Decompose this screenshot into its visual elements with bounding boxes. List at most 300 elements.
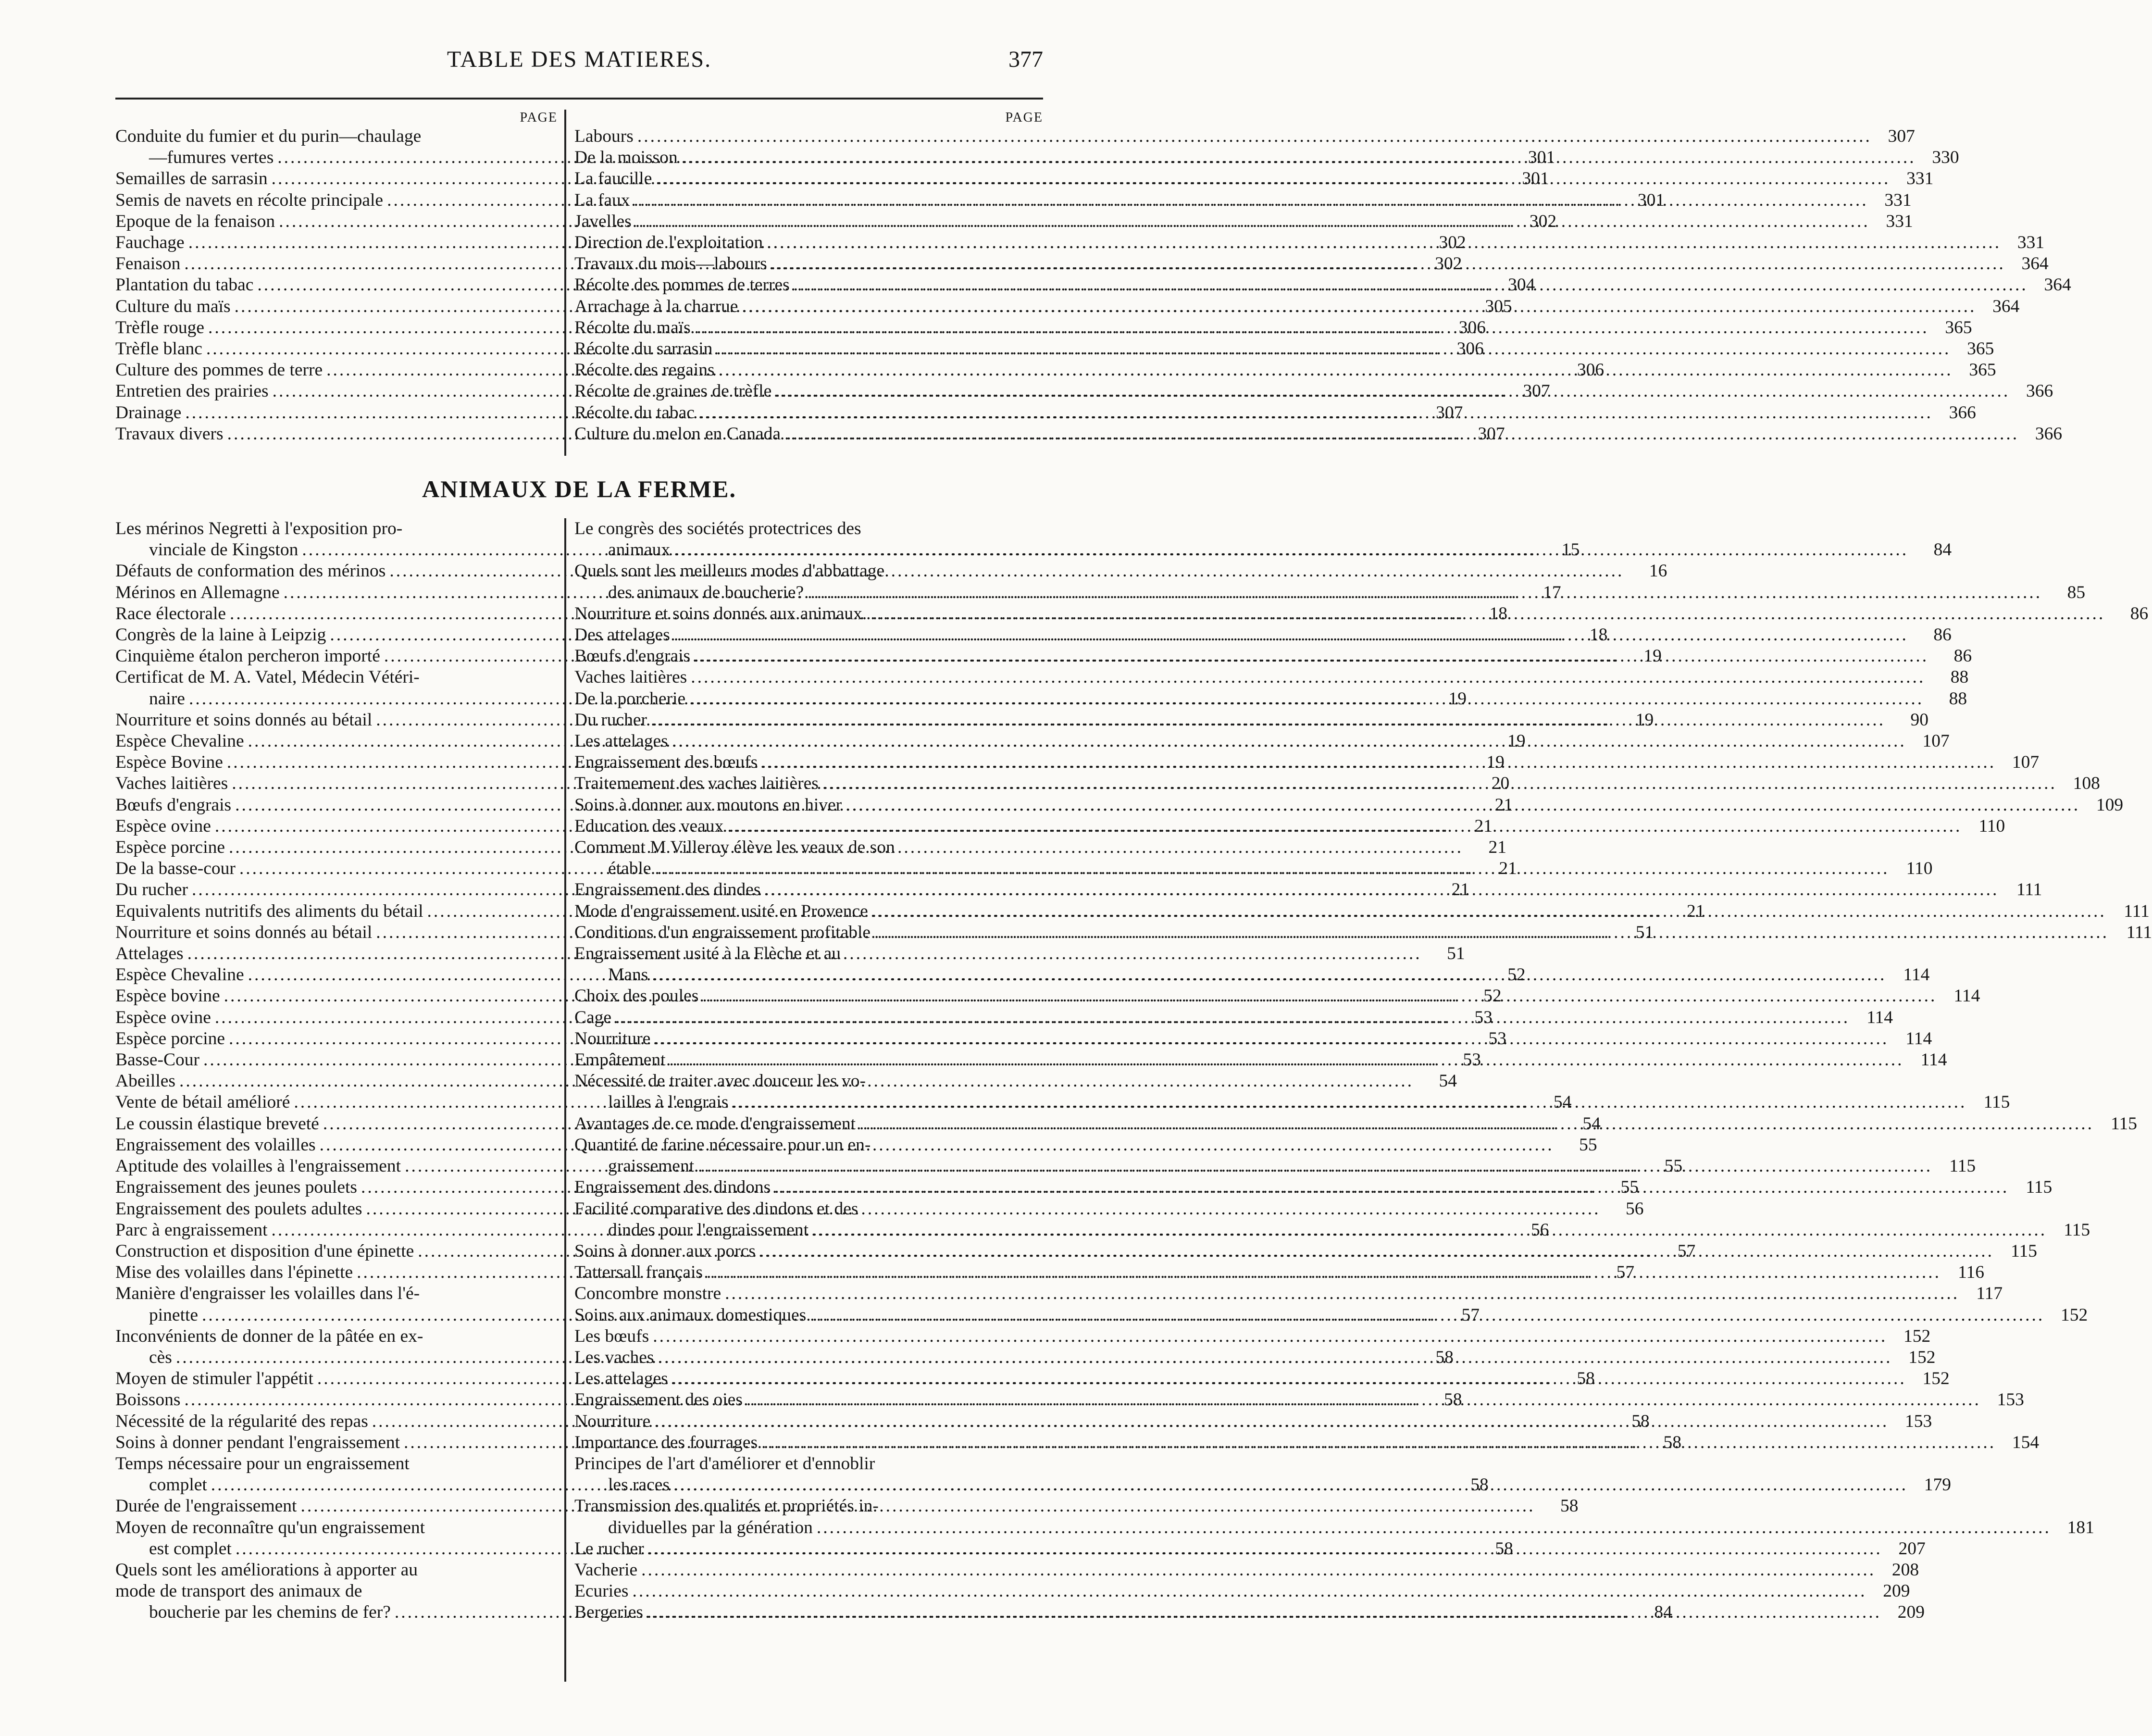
entry-title: Le rucher [574,1538,644,1559]
entry-title: Vente de bétail amélioré [115,1092,290,1112]
entry-page: 153 [1997,1390,2024,1410]
entry-title: Entretien des prairies [115,381,269,401]
dot-leader [654,1028,1889,1049]
entry-title: Nourriture et soins donnés aux animaux. [574,603,867,624]
entry-page: 21 [1451,880,1469,900]
entry-title: Epoque de la fenaison [115,211,275,231]
entry-page: 307 [1478,424,1505,444]
dot-leader [874,922,2109,943]
page-column-heading: PAGE [1005,110,1043,125]
entry-title: Mode d'engraissement usité en Provence [574,901,868,921]
entry-page: 58 [1470,1475,1489,1495]
entry-page: 114 [1953,986,1980,1006]
entry-title: Parc à engraissement [115,1220,268,1240]
toc-entry [115,1156,1683,1177]
dot-leader [632,1581,1866,1602]
entry-page: 301 [1637,190,1665,210]
dot-leader [742,296,1976,317]
entry-title-line: Comment M Villeroy élève les veaux de son [574,837,895,858]
entry-title: Nourriture et soins donnés au bétail [115,710,373,730]
entry-title-line: mode de transport des animaux de [115,1581,362,1601]
dot-leader [810,1305,2044,1326]
entry-title-end: lailles à l'engrais [608,1092,729,1112]
entry-title: Des attelages [574,625,670,645]
entry-title-end: étable [608,859,651,879]
entry-title-line: Engraissement usité à la Flèche et au [574,944,841,964]
entry-title-end: les races [608,1475,670,1495]
entry-page: 114 [1905,1028,1932,1049]
entry-page: 19 [1643,646,1662,666]
dot-leader [648,1538,1882,1560]
entry-page: 55 [1579,1135,1597,1155]
entry-page: 84 [1654,1602,1672,1623]
entry-title-end: naire [149,688,185,709]
entry-title: Récolte du tabac [574,402,695,423]
entry-page: 52 [1483,986,1502,1006]
entry-title: Bœufs d'engrais [115,795,232,815]
entry-title: Importance des fourrages [574,1432,758,1452]
header-rule [115,98,1043,100]
dot-leader [689,688,1924,710]
entry-title: Les attelages [574,1369,668,1389]
entry-title: Récolte de graines de trèfle [574,381,772,401]
entry-page: 330 [1932,148,1959,168]
dot-leader [859,1113,2094,1135]
entry-title: Récolte du maïs [574,317,691,337]
entry-title: Soins à donner pendant l'engraissement [115,1432,400,1452]
entry-page: 20 [1491,774,1510,794]
entry-title-line: Les mérinos Negretti à l'exposition pro- [115,519,403,538]
column-divider [564,110,566,456]
dot-leader [761,752,1996,773]
entry-page: 86 [2130,603,2149,624]
entry-title: Avantages de ce mode d'engraissement [574,1113,856,1134]
entry-title: Vacherie [574,1560,638,1580]
entry-page: 17 [1543,582,1561,602]
dot-leader [673,1474,1908,1496]
dot-leader [652,964,1886,986]
dot-leader [672,1368,1906,1389]
dot-leader [872,901,2106,922]
entry-page: 107 [2012,752,2040,773]
entry-page: 54 [1553,1092,1572,1112]
entry-page: 53 [1474,1007,1493,1027]
entry-page: 117 [1976,1284,2003,1304]
entry-page: 179 [1924,1475,1952,1495]
dot-leader [846,795,2080,816]
entry-title: Drainage [115,402,182,423]
entry-title-end: cès [149,1347,172,1367]
entry-title-end: animaux [608,540,671,560]
entry-title: Espèce ovine [115,1007,211,1027]
entry-title: Nourriture [574,1028,651,1049]
entry-page: 115 [1983,1092,2010,1112]
running-head [115,46,1043,89]
entry-page: 53 [1463,1050,1481,1070]
entry-title: Mise des volailles dans l'épinette [115,1262,353,1283]
entry-page: 114 [1866,1007,1893,1027]
dot-leader [698,1156,1932,1177]
entry-title: Espèce bovine [115,986,220,1006]
entry-title: Mérinos en Allemagne [115,582,280,602]
toc-entry [574,1326,1931,1347]
entry-page: 21 [1499,859,1517,879]
entry-title-line: Le congrès des sociétés protectrices des [574,519,861,538]
entry-title-end: Mans [608,965,648,985]
entry-page: 109 [2096,795,2124,815]
entry-page: 307 [1888,126,1915,146]
entry-page: 21 [1494,795,1513,815]
dot-leader [651,710,1885,731]
entry-page: 152 [2061,1305,2088,1325]
entry-page: 306 [1456,339,1484,359]
entry-title: Soins aux animaux domestiques [574,1305,807,1325]
entry-title: Conditions d'un engraissement profitable [574,922,871,942]
entry-title: Espèce porcine [115,1028,225,1049]
entry-page: 54 [1582,1113,1601,1134]
dot-leader [784,424,2019,445]
page-column-heading: PAGE [520,110,558,125]
entry-title: Durée de l'engraissement [115,1496,297,1516]
entry-page: 110 [1906,859,1933,879]
entry-title-end: dindes pour l'engraissement [608,1220,809,1240]
dot-leader [759,1241,1994,1262]
entry-title-line: Facilité comparative des dindons et des [574,1199,858,1219]
entry-page: 88 [1950,667,1969,687]
entry-page: 90 [1910,710,1928,730]
entry-title-line: Moyen de reconnaître qu'un engraissement [115,1517,425,1537]
entry-title: Espèce Chevaline [115,965,244,985]
entry-page: 55 [1620,1177,1639,1198]
entry-title: De la moisson [574,148,678,168]
entry-page: 58 [1443,1390,1462,1410]
entry-page: 301 [1528,148,1555,168]
entry-title: Attelages [115,944,184,964]
dot-leader [670,1049,1904,1071]
entry-page: 152 [1922,1369,1950,1389]
entry-page: 115 [2026,1177,2052,1198]
entry-title: Les bœufs [574,1326,649,1346]
entry-page: 152 [1903,1326,1931,1346]
entry-title: Tattersall français [574,1262,703,1283]
entry-page: 58 [1577,1369,1595,1389]
entry-page: 111 [2124,901,2150,921]
entry-page: 306 [1458,317,1486,337]
entry-title: Travaux du mois—labours [574,254,767,274]
dot-leader [764,879,1999,900]
entry-page: 301 [1522,169,1549,189]
entry-title: Choix des poules [574,986,699,1006]
entry-title: Nécessité de la régularité des repas [115,1411,368,1431]
entry-page: 304 [1508,275,1535,295]
entry-page: 57 [1461,1305,1480,1325]
entry-title: Espèce Chevaline [115,731,244,751]
entry-page: 51 [1635,922,1654,942]
dot-leader [774,1177,2009,1198]
entry-title: Engraissement des poulets adultes [115,1199,362,1219]
entry-title: Engraissement des dindes [574,880,761,900]
entry-page: 86 [1933,625,1952,645]
entry-page: 110 [1978,816,2005,836]
entry-page: 302 [1439,233,1466,253]
entry-page: 19 [1507,731,1526,751]
entry-title-end: pinette [149,1305,199,1325]
page-number: 377 [1008,47,1043,72]
toc-entry [574,1560,1919,1581]
dot-leader [775,381,2010,402]
entry-title: Cinquième étalon percheron importé [115,646,380,666]
entry-page: 209 [1883,1581,1910,1601]
entry-title: Equivalents nutritifs des aliments du bétail [115,901,423,921]
entry-title-line: Quantité de farine nécessaire pour un en- [574,1135,871,1155]
entry-page: 16 [1649,561,1667,581]
entry-title: Engraissement des jeunes poulets [115,1177,358,1198]
dot-leader [707,1262,1941,1283]
entry-page: 15 [1561,540,1580,560]
toc-entry [574,1581,1910,1602]
entry-title: Race électorale [115,603,226,624]
entry-title: Défauts de conformation des mérinos [115,561,386,581]
entry-title-line: Certificat de M. A. Vatel, Médecin Vétéri- [115,667,420,687]
entry-title: Ecuries [574,1581,629,1601]
entry-page: 302 [1529,211,1557,231]
dot-leader [647,1602,1881,1623]
entry-title: Les vaches [574,1347,654,1367]
entry-page: 114 [1903,965,1930,985]
entry-page: 85 [2067,582,2086,602]
entry-page: 305 [1485,296,1512,316]
entry-title: Empâtement [574,1050,666,1070]
entry-page: 365 [1945,317,1972,337]
dot-leader [716,338,1951,360]
entry-title: Congrès de la laine à Leipzig [115,625,326,645]
entry-page: 107 [1922,731,1950,751]
dot-leader [746,1389,1981,1411]
entry-title-line [574,1517,2094,1538]
dot-leader [812,1220,2047,1241]
entry-title: Engraissement des volailles [115,1135,316,1155]
entry-page: 108 [2073,774,2100,794]
entry-page: 331 [1886,211,1913,231]
entry-title: Nourriture [574,1411,651,1431]
entry-page: 331 [2017,233,2045,253]
entry-title: Récolte du sarrasin [574,339,713,359]
dot-leader [727,816,1962,837]
entry-title: Culture du melon en Canada [574,424,781,444]
entry-title-line: Temps nécessaire pour un engraissement [115,1453,410,1474]
entry-title: Récolte des regains [574,360,715,380]
dot-leader [771,253,2005,275]
dot-leader [672,731,1906,752]
entry-page: 365 [1969,360,1996,380]
entry-page: 52 [1507,965,1526,985]
entry-title: Bœufs d'engrais [574,646,691,666]
entry-page: 19 [1448,688,1467,709]
entry-page: 152 [1908,1347,1936,1367]
entry-page: 331 [1906,169,1934,189]
entry-title-line: Quels sont les améliorations à apporter au [115,1560,418,1580]
entry-title: Traitemement des vaches laitières [574,774,819,794]
entry-title: Direction de l'exploitation [574,233,763,253]
dot-leader [871,603,2105,624]
entry-page: 84 [1933,540,1952,560]
entry-page: 56 [1531,1220,1549,1240]
entry-page: 307 [1523,381,1550,401]
entry-title: Arrachage à la charrue [574,296,738,316]
entry-page: 58 [1560,1496,1579,1516]
entry-page: 18 [1489,603,1508,624]
entry-title: Engraissement des bœufs [574,752,758,773]
dot-leader [767,232,2001,253]
dot-leader [702,986,1937,1007]
entry-page: 18 [1589,625,1608,645]
section-title: ANIMAUX DE LA FERME. [422,475,736,502]
entry-page: 19 [1635,710,1654,730]
entry-title: Semis de navets en récolte principale [115,190,384,210]
entry-title: Les attelages [574,731,668,751]
entry-page: 21 [1488,837,1507,858]
entry-page: 86 [1953,646,1972,666]
dot-leader [635,211,1870,232]
entry-title-line: Inconvénients de donner de la pâtée en ex- [115,1326,423,1346]
entry-title-end: —fumures vertes [149,148,274,168]
toc-entry [574,126,1915,147]
entry-page: 207 [1898,1538,1926,1559]
entry-page: 366 [2026,381,2053,401]
dot-leader [637,126,1872,147]
entry-title: Espèce ovine [115,816,211,836]
entry-page: 111 [2126,922,2152,942]
entry-title-end: est complet [149,1538,232,1559]
entry-page: 153 [1905,1411,1932,1431]
entry-title-line: Transmission des qualités et propriétés in- [574,1496,879,1516]
dot-leader [658,1347,1892,1368]
toc-entry [574,667,1969,688]
dot-leader [694,646,1928,667]
entry-title: Aptitude des volailles à l'engraissement [115,1156,401,1176]
entry-title: Fauchage [115,233,185,253]
dot-leader [698,402,1933,424]
dot-leader [634,190,1868,211]
entry-title: Travaux divers [115,424,224,444]
entry-title: Fenaison [115,254,181,274]
toc-section-animaux [115,518,2152,1682]
entry-title: Abeilles [115,1071,175,1091]
entry-page: 111 [2016,880,2042,900]
entry-title: Plantation du tabac [115,275,254,295]
entry-page: 366 [2035,424,2063,444]
entry-title-line: Nécessité de traiter avec douceur les vo- [574,1071,866,1091]
entry-page: 364 [2021,254,2049,274]
entry-title: Culture des pommes de terre [115,360,323,380]
entry-page: 116 [1958,1262,1985,1283]
entry-page: 302 [1435,254,1462,274]
entry-title: Cage [574,1007,612,1027]
entry-title: Construction et disposition d'une épinette [115,1241,414,1261]
entry-title: Le coussin élastique breveté [115,1113,319,1134]
entry-title-end: des animaux de boucherie? [608,582,804,602]
entry-title: Engraissement des dindons [574,1177,771,1198]
entry-page: 115 [1949,1156,1976,1176]
entry-title: La faucille [574,169,652,189]
toc-section-agriculture [115,110,2071,456]
dot-leader [691,667,1925,688]
entry-title: Trèfle rouge [115,317,205,337]
dot-leader [654,1411,1889,1432]
dot-leader [653,1326,1887,1347]
dot-leader [794,275,2028,296]
dot-leader [674,624,1908,646]
entry-title: La faux [574,190,630,210]
dot-leader [695,317,1929,338]
entry-title-end: vinciale de Kingston [149,540,299,560]
entry-page: 307 [1436,402,1463,423]
entry-title: De la basse-cour [115,859,236,879]
entry-title: Nourriture et soins donnés au bétail [115,922,373,942]
entry-title: Engraissement des oies [574,1390,743,1410]
entry-page: 56 [1625,1199,1644,1219]
entry-title-end: complet [149,1475,207,1495]
entry-title: Moyen de stimuler l'appétit [115,1369,313,1389]
entry-page: 58 [1631,1411,1650,1431]
entry-title: Concombre monstre [574,1284,721,1304]
entry-title: De la porcherie [574,688,686,709]
entry-title: Trèfle blanc [115,339,202,359]
running-title: TABLE DES MATIERES. [447,47,712,72]
entry-title-end: graissement [608,1156,695,1176]
entry-page: 58 [1663,1432,1682,1452]
dot-leader [615,1007,1850,1028]
entry-title-line: Principes de l'art d'améliorer et d'ennoblir [574,1453,875,1474]
entry-page: 208 [1891,1560,1919,1580]
entry-title: Culture du maïs [115,296,231,316]
entry-title: Labours [574,126,634,146]
entry-title-end: boucherie par les chemins de fer? [149,1602,391,1623]
entry-page: 54 [1439,1071,1457,1091]
entry-title: Du rucher [115,880,188,900]
entry-page: 154 [2012,1432,2040,1452]
entry-title: Soins à donner aux moutons en hiver [574,795,842,815]
entry-page: 58 [1495,1538,1513,1559]
entry-page: 115 [2064,1220,2090,1240]
entry-page: 364 [1992,296,2020,316]
entry-page: 209 [1897,1602,1925,1623]
entry-page: 57 [1616,1262,1635,1283]
entry-title: Récolte des pommes de terres [574,275,790,295]
entry-page: 55 [1664,1156,1683,1176]
entry-page: 365 [1967,339,1994,359]
entry-title-line: Manière d'engraisser les volailles dans l'é- [115,1284,420,1304]
entry-page: 114 [1920,1050,1947,1070]
dot-leader [655,858,1890,879]
entry-page: 58 [1435,1347,1454,1367]
entry-page: 115 [2111,1113,2138,1134]
entry-title-end: dividuelles par la génération [608,1517,813,1537]
entry-title: Education des veaux [574,816,724,836]
entry-page: 364 [2044,275,2071,295]
entry-page: 331 [1884,190,1912,210]
entry-page: 115 [2011,1241,2038,1261]
dot-leader [725,1283,1959,1304]
entry-title: Bergeries [574,1602,644,1623]
entry-title: Boissons [115,1390,181,1410]
entry-title: Vaches laitières [574,667,687,687]
entry-page: 21 [1687,901,1705,921]
entry-page: 19 [1486,752,1505,773]
dot-leader [817,1517,2051,1538]
entry-title: Basse-Cour [115,1050,199,1070]
dot-leader [674,539,1908,561]
